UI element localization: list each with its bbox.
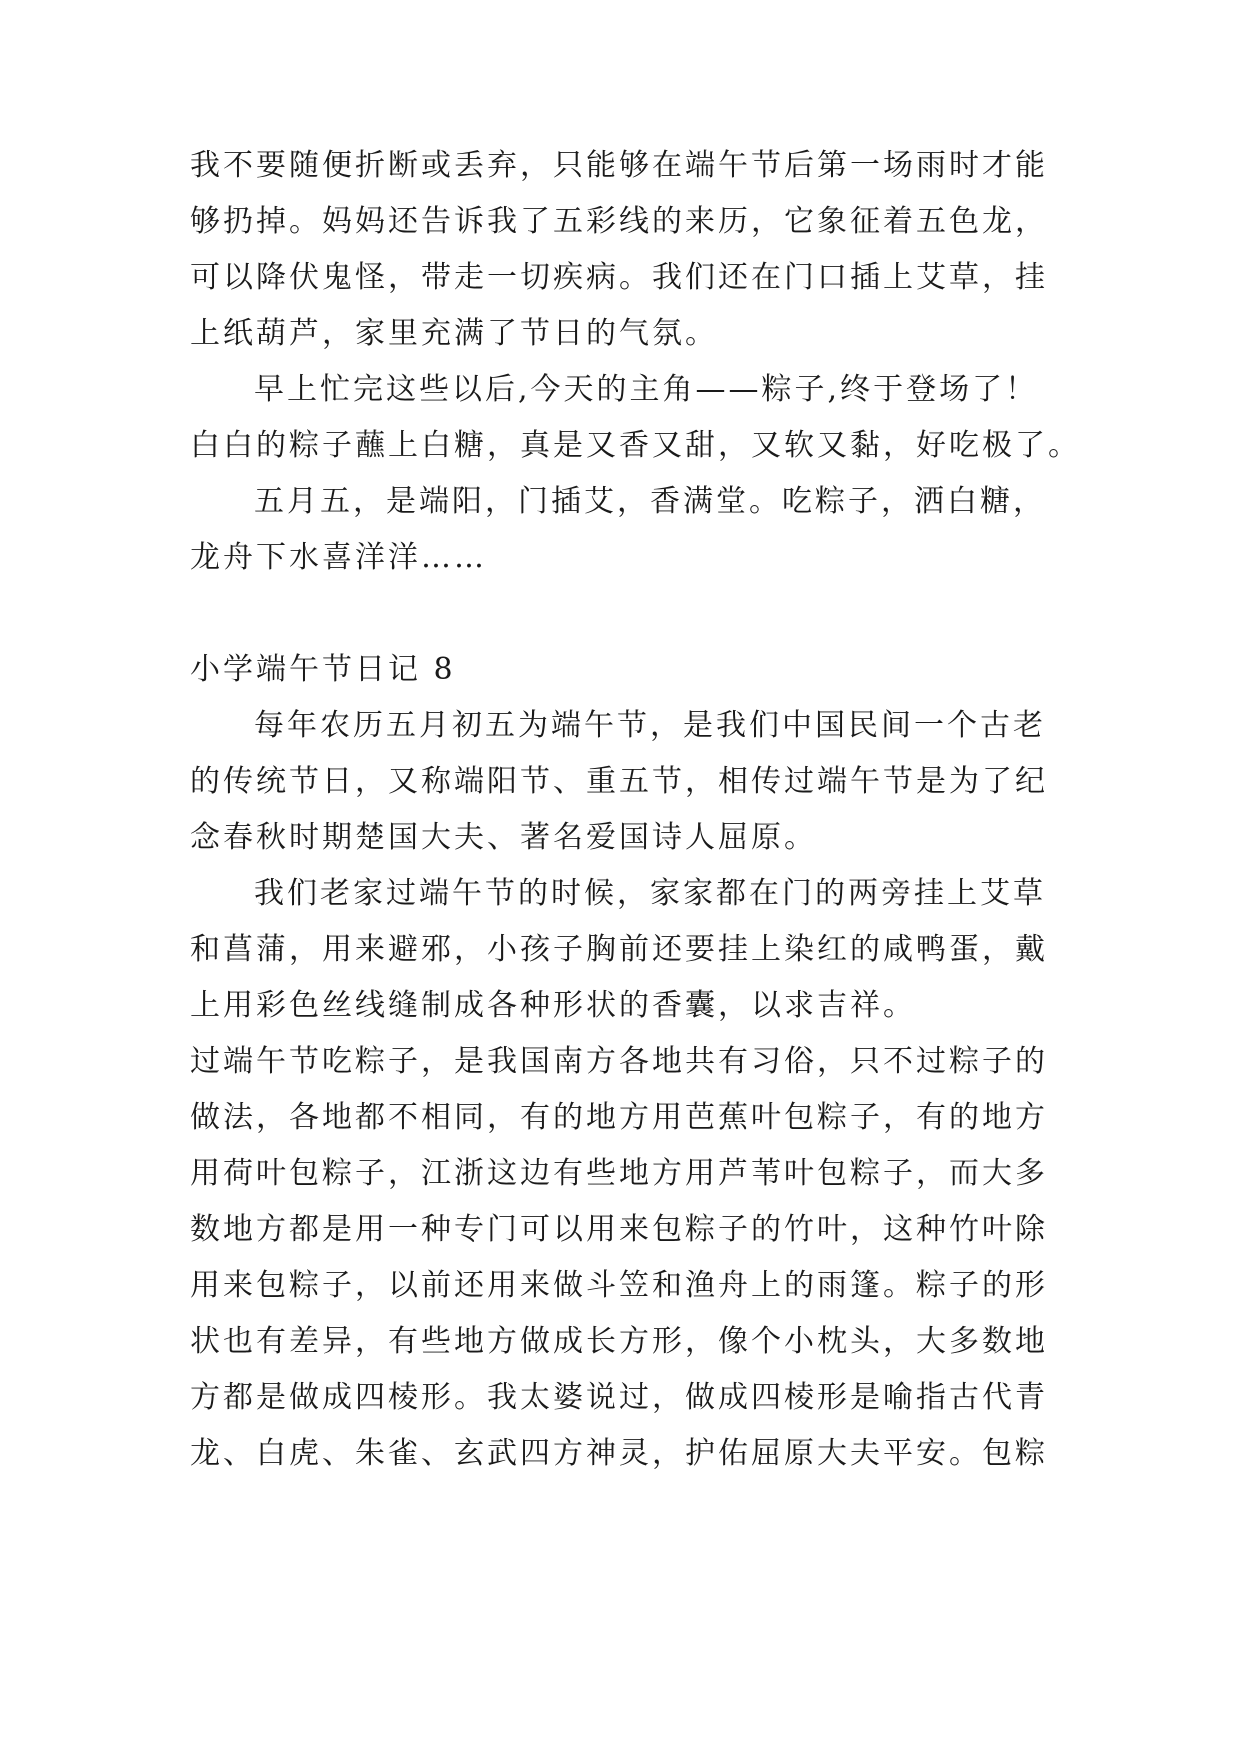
- paragraph-line: 做法，各地都不相同，有的地方用芭蕉叶包粽子，有的地方: [190, 1100, 1048, 1135]
- paragraph-line: 用来包粽子，以前还用来做斗笠和渔舟上的雨篷。粽子的形: [190, 1268, 1048, 1303]
- paragraph-line: 和菖蒲，用来避邪，小孩子胸前还要挂上染红的咸鸭蛋，戴: [190, 932, 1048, 967]
- paragraph-line: 可以降伏鬼怪，带走一切疾病。我们还在门口插上艾草，挂: [190, 260, 1048, 295]
- paragraph-line: 的传统节日，又称端阳节、重五节，相传过端午节是为了纪: [190, 764, 1048, 799]
- paragraph-line: 过端午节吃粽子，是我国南方各地共有习俗，只不过粽子的: [190, 1044, 1048, 1079]
- paragraph-line: 五月五，是端阳，门插艾，香满堂。吃粽子，洒白糖，: [254, 484, 1046, 519]
- paragraph-line: 数地方都是用一种专门可以用来包粽子的竹叶，这种竹叶除: [190, 1212, 1048, 1247]
- paragraph-line: 方都是做成四棱形。我太婆说过，做成四棱形是喻指古代青: [190, 1380, 1048, 1415]
- paragraph-line: 我们老家过端午节的时候，家家都在门的两旁挂上艾草: [254, 876, 1046, 911]
- paragraph-line: 用荷叶包粽子，江浙这边有些地方用芦苇叶包粽子，而大多: [190, 1156, 1048, 1191]
- paragraph-line: 白白的粽子蘸上白糖，真是又香又甜，又软又黏，好吃极了。: [190, 428, 1081, 463]
- paragraph-line: 我不要随便折断或丢弃，只能够在端午节后第一场雨时才能: [190, 148, 1048, 183]
- paragraph-line: 早上忙完这些以后,今天的主角——粽子,终于登场了！: [254, 372, 1039, 407]
- paragraph-line: 够扔掉。妈妈还告诉我了五彩线的来历，它象征着五色龙，: [190, 204, 1048, 239]
- paragraph-line: 每年农历五月初五为端午节，是我们中国民间一个古老: [254, 708, 1046, 743]
- paragraph-line: 龙、白虎、朱雀、玄武四方神灵，护佑屈原大夫平安。包粽: [190, 1436, 1048, 1471]
- paragraph-line: 状也有差异，有些地方做成长方形，像个小枕头，大多数地: [190, 1324, 1048, 1359]
- paragraph-line: 上用彩色丝线缝制成各种形状的香囊，以求吉祥。: [190, 988, 916, 1023]
- paragraph-line: 上纸葫芦，家里充满了节日的气氛。: [190, 316, 718, 351]
- section-title: 小学端午节日记 8: [190, 652, 456, 687]
- paragraph-line: 龙舟下水喜洋洋……: [190, 540, 487, 575]
- paragraph-line: 念春秋时期楚国大夫、著名爱国诗人屈原。: [190, 820, 817, 855]
